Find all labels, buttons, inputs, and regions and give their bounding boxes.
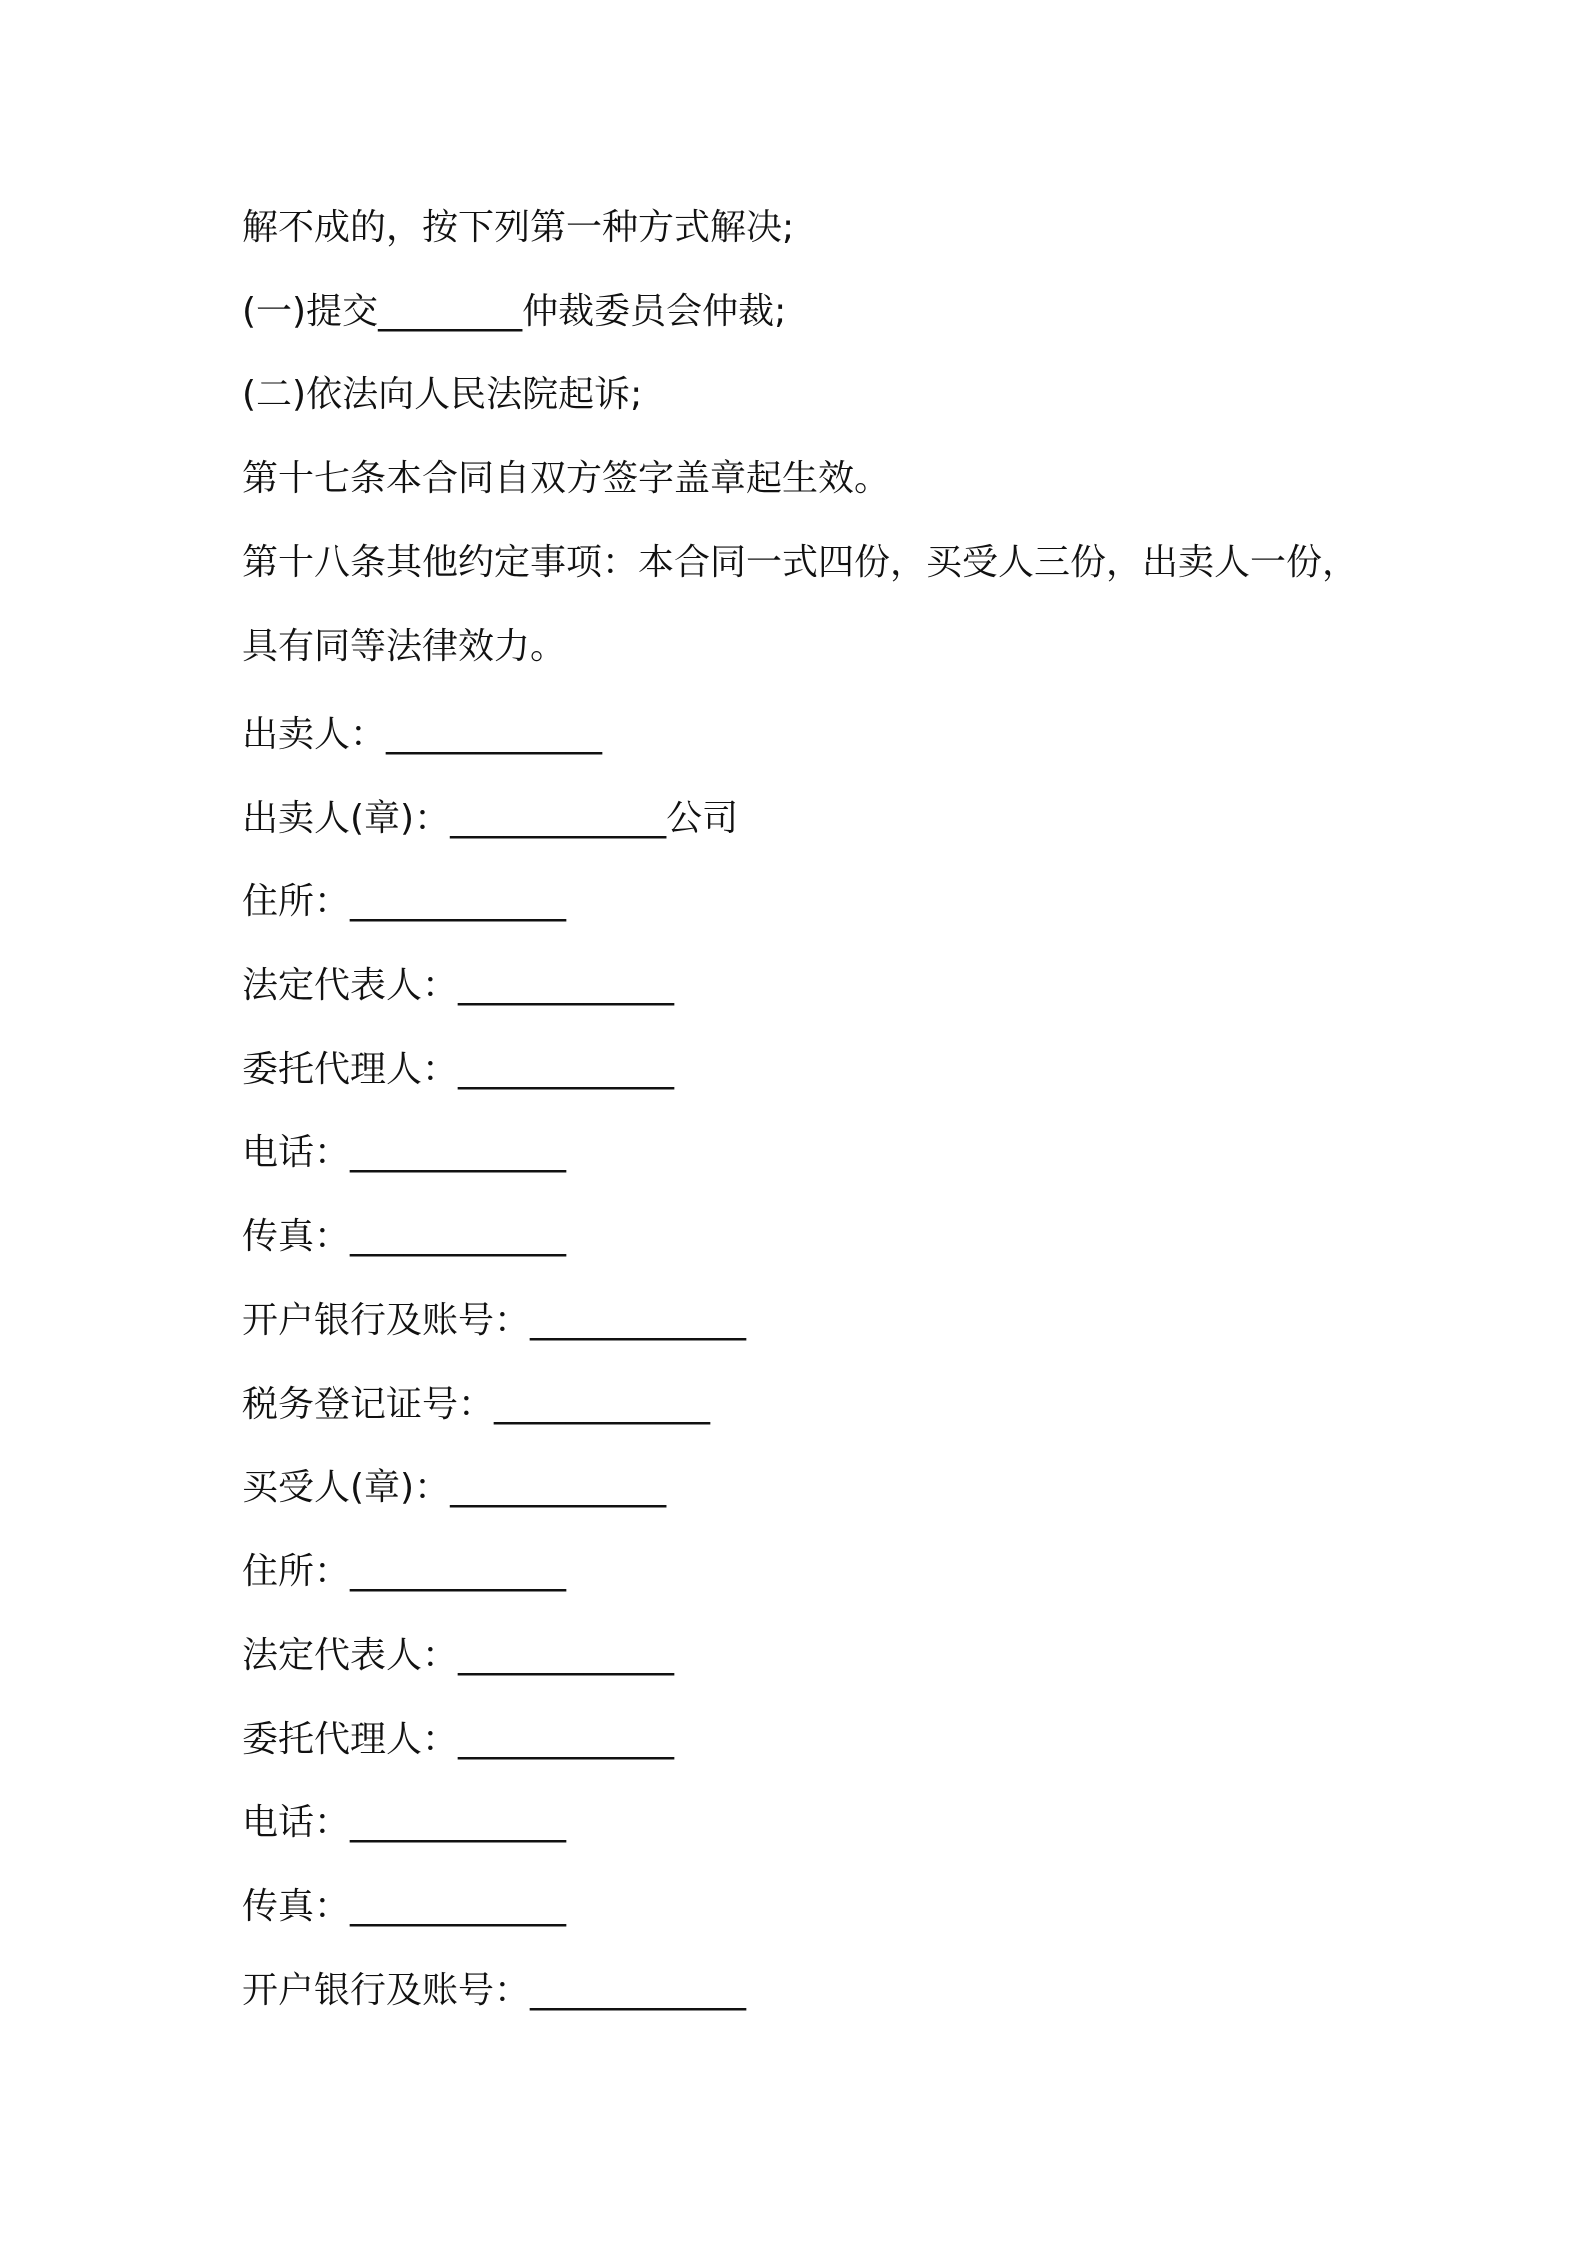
field-seller-fax: 传真：____________ xyxy=(242,1216,567,1257)
field-seller: 出卖人：____________ xyxy=(242,714,603,755)
text-line-dispute-resolution: 解不成的，按下列第一种方式解决; xyxy=(242,207,795,248)
field-buyer-seal: 买受人(章)：____________ xyxy=(242,1467,667,1508)
field-seller-tax-reg: 税务登记证号：____________ xyxy=(242,1384,711,1425)
text-line-arbitration: (一)提交________仲裁委员会仲裁; xyxy=(242,291,787,332)
field-seller-phone: 电话：____________ xyxy=(242,1132,567,1173)
field-seller-seal: 出卖人(章)：____________公司 xyxy=(242,798,739,839)
text-line-article-18-cont: 具有同等法律效力。 xyxy=(242,626,567,667)
field-seller-legal-rep: 法定代表人：____________ xyxy=(242,965,675,1006)
field-buyer-legal-rep: 法定代表人：____________ xyxy=(242,1635,675,1676)
field-buyer-address: 住所：____________ xyxy=(242,1551,567,1592)
text-line-article-18: 第十八条其他约定事项：本合同一式四份，买受人三份，出卖人一份， xyxy=(242,542,1359,583)
field-seller-agent: 委托代理人：____________ xyxy=(242,1049,675,1090)
field-buyer-phone: 电话：____________ xyxy=(242,1802,567,1843)
field-seller-bank-account: 开户银行及账号：____________ xyxy=(242,1300,747,1341)
field-buyer-bank-account: 开户银行及账号：____________ xyxy=(242,1970,747,2011)
field-seller-address: 住所：____________ xyxy=(242,881,567,922)
text-line-article-17: 第十七条本合同自双方签字盖章起生效。 xyxy=(242,458,891,499)
field-buyer-agent: 委托代理人：____________ xyxy=(242,1719,675,1760)
field-buyer-fax: 传真：____________ xyxy=(242,1886,567,1927)
text-line-lawsuit: (二)依法向人民法院起诉; xyxy=(242,374,643,415)
